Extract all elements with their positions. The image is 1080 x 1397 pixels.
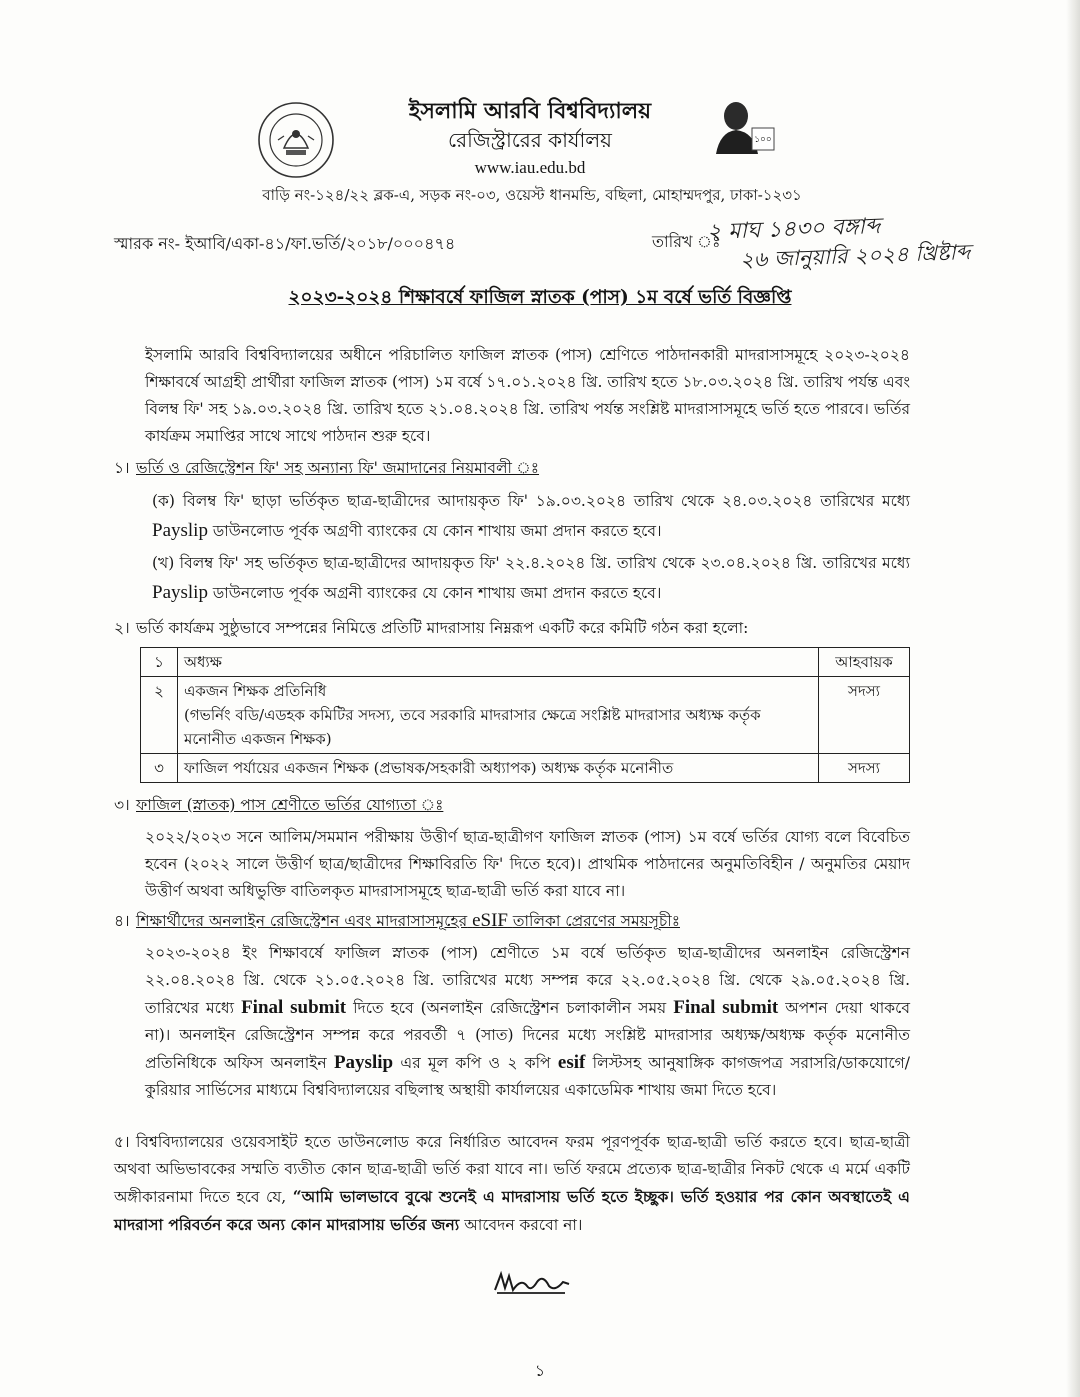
website-link[interactable]: www.iau.edu.bd bbox=[474, 158, 586, 177]
office-name: রেজিস্ট্রারের কার্যালয় bbox=[448, 128, 612, 152]
member-note: (গভর্নিং বডি/এডহক কমিটির সদস্য, তবে সরকারি মাদরাসার ক্ষেত্রে সংশ্লিষ্ট মাদরাসার অধ্যক্ষ কর্তৃক মনোনীত একজন শিক্ষক) bbox=[184, 706, 761, 748]
member-text: অধ্যক্ষ bbox=[184, 653, 222, 671]
member-cell bbox=[178, 677, 819, 754]
section-4-text bbox=[145, 940, 910, 1104]
section-heading-text: ভর্তি ও রেজিস্ট্রেশন ফি' সহ অন্যান্য ফি' জমাদানের নিয়মাবলী ঃ bbox=[136, 459, 540, 477]
payslip-term: Payslip bbox=[152, 520, 208, 541]
table-row bbox=[141, 677, 910, 754]
section-4-heading bbox=[114, 909, 904, 933]
serial-cell: ১ bbox=[141, 648, 178, 677]
paragraph-text: দিতে হবে (অনলাইন রেজিস্ট্রেশন চলাকালীন সময় bbox=[353, 999, 667, 1017]
section-5 bbox=[114, 1129, 910, 1239]
undertaking-quote: “আমি ভালভাবে বুঝে শুনেই এ মাদরাসায় ভর্তি হতে ইচ্ছুক। ভর্তি হওয়ার পর কোন অবস্থাতেই এ মাদরাসা পরিবর্তন করে অন্য কোন মাদরাসায় ভর্তির জন্য bbox=[114, 1187, 910, 1234]
final-submit-term: Final submit bbox=[241, 997, 347, 1018]
notice-title: ২০২৩-২০২৪ শিক্ষাবর্ষে ফাজিল স্নাতক (পাস) ১ম বর্ষে ভর্তি বিজ্ঞপ্তি bbox=[288, 287, 792, 308]
final-submit-term: Final submit bbox=[673, 997, 779, 1018]
paragraph-text: লিস্টসহ আনুষাঙ্গিক কাগজপত্র সরাসরি/ডাকযোগে/কুরিয়ার সার্ভিসের মাধ্যমে বিশ্ববিদ্যালয়ের বছিলাস্থ অস্থায়ী কার্যালয়ের একাডেমিক শাখায় জমা দিতে হবে। bbox=[145, 1054, 910, 1099]
page-number: ১ bbox=[534, 1361, 546, 1380]
role-cell: সদস্য bbox=[819, 754, 910, 783]
table-row bbox=[141, 648, 910, 677]
item-text: ডাউনলোড পূর্বক অগ্রনী ব্যাংকের যে কোন শাখায় জমা প্রদান করতে হবে। bbox=[212, 584, 662, 602]
esif-term: eSIF bbox=[472, 910, 508, 931]
university-name: ইসলামি আরবি বিশ্ববিদ্যালয় bbox=[408, 98, 652, 124]
handwritten-date-gregorian: ২৬ জানুয়ারি ২০২৪ খ্রিষ্টাব্দ bbox=[739, 239, 971, 273]
esif-term: esif bbox=[557, 1052, 586, 1073]
item-text: বিলম্ব ফি' সহ ভর্তিকৃত ছাত্র-ছাত্রীদের আদায়কৃত ফি' ২২.৪.২০২৪ খ্রি. তারিখ থেকে ২৩.০৪.২০২৪ খ্রি. তারিখের মধ্যে bbox=[179, 554, 910, 572]
paragraph-text: আবেদন করবো না। bbox=[464, 1216, 583, 1234]
item-marker: (ক) bbox=[152, 492, 175, 510]
section-1-heading bbox=[114, 456, 904, 480]
section-heading-text: তালিকা প্রেরণের সময়সূচীঃ bbox=[512, 912, 680, 930]
section-1-item-b bbox=[152, 549, 910, 608]
section-3-text: ২০২২/২০২৩ সনে আলিম/সমমান পরীক্ষায় উত্তীর্ণ ছাত্র-ছাত্রীগণ ফাজিল স্নাতক (পাস) ১ম বর্ষে ভর্তির যোগ্য বলে বিবেচিত হবেন (২০২২ সালে উত্তীর্ণ ছাত্র/ছাত্রীদের শিক্ষাবিরতি ফি' দিতে হবে)। প্রাথমিক পাঠদানের অনুমতিবিহীন / অনুমতির মেয়াদ উত্তীর্ণ অথবা অধিভুক্তি বাতিলকৃত মাদরাসাসমূহে ছাত্র-ছাত্রী ভর্তি করা যাবে না। bbox=[145, 828, 910, 900]
section-1-item-a bbox=[152, 487, 910, 546]
paragraph-text: ২০২৩-২০২৪ ইং শিক্ষাবর্ষে ফাজিল স্নাতক (পাস) শ্রেণীতে ১ম বর্ষে ভর্তিকৃত ছাত্র-ছাত্রীদের অনলাইন রেজিস্ট্রেশন ২২.০৪.২০২৪ খ্রি. থেকে ২১.০৫.২০২৪ খ্রি. তারিখের মধ্যে সম্পন্ন করে ২২.০৫.২০২৪ খ্রি. থেকে ২৯.০৫.২০২৪ খ্রি. তারিখের মধ্যে bbox=[145, 944, 910, 1017]
section-heading-text: ভর্তি কার্যক্রম সুষ্ঠুভাবে সম্পন্নের নিমিত্তে প্রতিটি মাদরাসায় নিম্নরূপ একটি করে কমিটি গঠন করা হলো: bbox=[136, 619, 749, 637]
signature bbox=[493, 1270, 571, 1296]
date-label: তারিখ ঃ bbox=[652, 232, 721, 251]
committee-table bbox=[140, 647, 910, 783]
section-3-heading bbox=[114, 793, 904, 817]
payslip-term: Payslip bbox=[152, 582, 208, 603]
section-heading-text: শিক্ষার্থীদের অনলাইন রেজিস্ট্রেশন এবং মাদরাসাসমূহের bbox=[136, 912, 468, 930]
section-2-heading bbox=[114, 616, 924, 640]
office-address: বাড়ি নং-১২৪/২২ ব্লক-এ, সড়ক নং-০৩, ওয়েস্ট ধানমন্ডি, বছিলা, মোহাম্মদপুর, ঢাকা-১২৩১ bbox=[262, 186, 802, 204]
section-number: ৩। bbox=[114, 796, 130, 814]
role-cell: আহবায়ক bbox=[819, 648, 910, 677]
serial-cell: ২ bbox=[141, 677, 178, 754]
section-number: ১। bbox=[114, 459, 130, 477]
paragraph-text: এর মূল কপি ও ২ কপি bbox=[400, 1054, 551, 1072]
item-text: বিলম্ব ফি' ছাড়া ভর্তিকৃত ছাত্র-ছাত্রীদের আদায়কৃত ফি' ১৯.০৩.২০২৪ তারিখ থেকে ২৪.০৩.২০২৪ তারিখের মধ্যে bbox=[182, 492, 910, 510]
role-cell: সদস্য bbox=[819, 677, 910, 754]
memo-reference: স্মারক নং- ইআবি/একা-৪১/ফা.ভর্তি/২০১৮/০০০৪৭৪ bbox=[114, 234, 456, 253]
member-text: একজন শিক্ষক প্রতিনিধি bbox=[184, 682, 327, 700]
member-cell bbox=[178, 648, 819, 677]
paragraph-text: অপশন দেয়া থাকবে না)। অনলাইন রেজিস্ট্রেশন সম্পন্ন করে পরবর্তী ৭ (সাত) দিনের মধ্যে সংশ্লিষ্ট মাদরাসার অধ্যক্ষ/অধ্যক্ষ কর্তৃক মনোনীত প্রতিনিধিকে অফিস অনলাইন bbox=[145, 999, 910, 1072]
payslip-term: Payslip bbox=[333, 1052, 394, 1073]
item-text: ডাউনলোড পূর্বক অগ্রণী ব্যাংকের যে কোন শাখায় জমা প্রদান করতে হবে। bbox=[212, 522, 662, 540]
item-marker: (খ) bbox=[152, 554, 175, 572]
handwritten-date-bangla: ২ মাঘ ১৪৩০ বঙ্গাব্দ bbox=[706, 213, 881, 246]
section-number: ৫। bbox=[114, 1133, 130, 1151]
intro-paragraph: ইসলামি আরবি বিশ্ববিদ্যালয়ের অধীনে পরিচালিত ফাজিল স্নাতক (পাস) শ্রেণিতে পাঠদানকারী মাদরাসাসমূহে ২০২৩-২০২৪ শিক্ষাবর্ষে আগ্রহী প্রার্থীরা ফাজিল স্নাতক (পাস) ১ম বর্ষে ১৭.০১.২০২৪ খ্রি. তারিখ হতে ১৮.০৩.২০২৪ খ্রি. তারিখ পর্যন্ত এবং বিলম্ব ফি' সহ ১৯.০৩.২০২৪ খ্রি. তারিখ হতে ২১.০৪.২০২৪ খ্রি. তারিখ পর্যন্ত সংশ্লিষ্ট মাদরাসাসমূহে ভর্তি হতে পারবে। ভর্তির কার্যক্রম সমাপ্তির সাথে সাথে পাঠদান শুরু হবে। bbox=[145, 346, 910, 445]
section-number: ২। bbox=[114, 619, 130, 637]
paragraph-text: বিশ্ববিদ্যালয়ের ওয়েবসাইট হতে ডাউনলোড করে নির্ধারিত আবেদন ফরম পূরণপূর্বক ছাত্র-ছাত্রী ভর্তি করতে হবে। ছাত্র-ছাত্রী অথবা অভিভাবকের সম্মতি ব্যতীত কোন ছাত্র-ছাত্রী ভর্তি করা যাবে না। ভর্তি ফরমে প্রত্যেক ছাত্র-ছাত্রীর নিকট থেকে এ মর্মে একটি অঙ্গীকারনামা দিতে হবে যে, bbox=[114, 1133, 910, 1206]
page-edge-shadow bbox=[1066, 0, 1080, 1397]
section-heading-text: ফাজিল (স্নাতক) পাস শ্রেণীতে ভর্তির যোগ্যতা ঃ bbox=[136, 796, 444, 814]
member-text: ফাজিল পর্যায়ের একজন শিক্ষক (প্রভাষক/সহকারী অধ্যাপক) অধ্যক্ষ কর্তৃক মনোনীত bbox=[184, 759, 674, 777]
svg-text:১০০: ১০০ bbox=[754, 135, 772, 145]
table-row bbox=[141, 754, 910, 783]
serial-cell: ৩ bbox=[141, 754, 178, 783]
member-cell bbox=[178, 754, 819, 783]
section-number: ৪। bbox=[114, 912, 130, 930]
